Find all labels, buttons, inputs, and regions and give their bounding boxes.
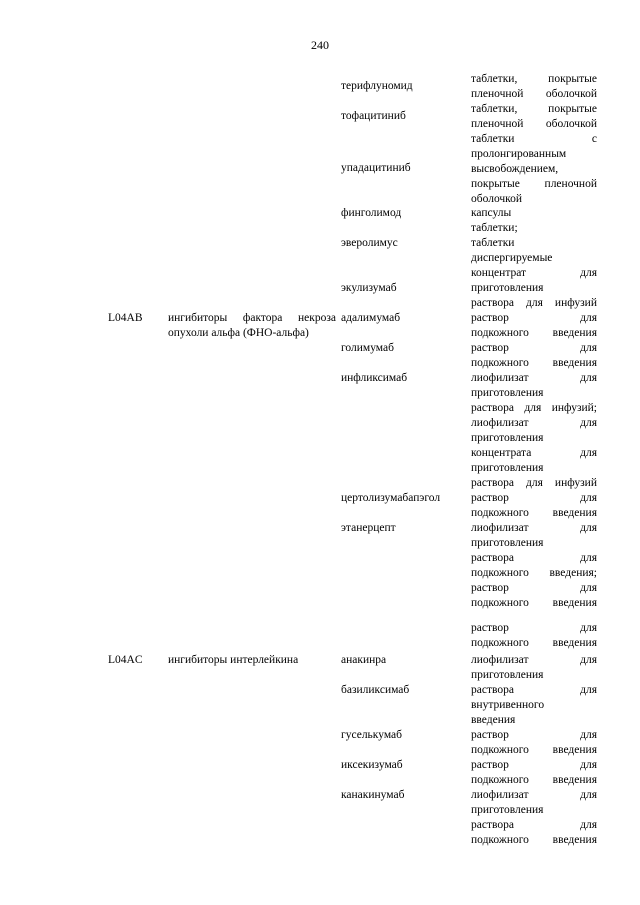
dosage-form xyxy=(471,491,597,521)
dosage-form xyxy=(471,621,597,651)
pharmacological-group: ингибиторы фактора некроза опухоли альфа (ФНО-альфа) xyxy=(168,312,336,339)
dosage-form-line: таблетки, покрытые xyxy=(471,73,597,85)
dosage-form-line: подкожного введения xyxy=(471,357,597,369)
page-number: 240 xyxy=(311,38,329,52)
dosage-form-line: концентрата для xyxy=(471,447,597,459)
pharmacological-group: ингибиторы интерлейкина xyxy=(168,654,299,666)
dosage-form-line: лиофилизат для xyxy=(471,654,597,666)
dosage-form-line: лиофилизат для xyxy=(471,789,597,801)
dosage-form-line: раствор для xyxy=(471,312,597,324)
dosage-form-line: раствора для xyxy=(471,819,597,831)
drug-name: упадацитиниб xyxy=(341,162,411,174)
drug-name: адалимумаб xyxy=(341,312,401,324)
drug-name: терифлуномид xyxy=(341,80,413,92)
dosage-form-line: введения xyxy=(471,714,516,726)
dosage-form xyxy=(471,221,597,266)
dosage-form-line: концентрат для xyxy=(471,267,597,279)
dosage-form-line: раствор для xyxy=(471,582,597,594)
dosage-form-line: лиофилизат для xyxy=(471,372,597,384)
drug-name: эверолимус xyxy=(341,237,398,249)
dosage-form-line: таблетки с xyxy=(471,133,597,145)
dosage-form xyxy=(471,371,597,491)
dosage-form-line: подкожного введения xyxy=(471,834,597,846)
dosage-form-line: таблетки, покрытые xyxy=(471,103,597,115)
dosage-form-line: подкожного введения xyxy=(471,637,597,649)
dosage-form xyxy=(471,132,597,207)
dosage-form-line: подкожного введения xyxy=(471,774,597,786)
dosage-form xyxy=(471,728,597,758)
drug-name: цертолизумабапэгол xyxy=(341,492,441,504)
drug-name: голимумаб xyxy=(341,342,394,354)
dosage-form-line: приготовления xyxy=(471,462,544,474)
dosage-form-line: внутривенного xyxy=(471,699,545,711)
dosage-form xyxy=(471,102,597,132)
dosage-form-line: подкожного введения; xyxy=(471,567,597,579)
dosage-form xyxy=(471,311,597,341)
dosage-form-line: оболочкой xyxy=(471,193,523,205)
dosage-form xyxy=(471,788,597,848)
drug-name: канакинумаб xyxy=(341,789,405,801)
dosage-form-line: подкожного введения xyxy=(471,507,597,519)
dosage-form-line: раствора для инфузий xyxy=(471,477,597,489)
dosage-form-line: раствора для xyxy=(471,552,597,564)
dosage-form-line: раствор для xyxy=(471,492,597,504)
drug-name: инфликсимаб xyxy=(341,372,408,384)
drug-name: тофацитиниб xyxy=(341,110,406,122)
drug-name: этанерцепт xyxy=(341,522,396,534)
dosage-form-line: раствора для инфузий xyxy=(471,297,597,309)
drug-name: иксекизумаб xyxy=(341,759,403,771)
dosage-form-line: приготовления xyxy=(471,387,544,399)
dosage-form xyxy=(471,341,597,371)
dosage-form-line: приготовления xyxy=(471,282,544,294)
drug-name: гуселькумаб xyxy=(341,729,402,741)
atc-code: L04AB xyxy=(108,312,143,324)
dosage-form-line: раствора для xyxy=(471,684,597,696)
dosage-form-line: диспергируемые xyxy=(471,252,553,264)
dosage-form-line: приготовления xyxy=(471,669,544,681)
dosage-form-line: таблетки xyxy=(471,237,515,249)
dosage-form xyxy=(471,206,597,221)
atc-code: L04AC xyxy=(108,654,143,666)
dosage-form-line: приготовления xyxy=(471,804,544,816)
dosage-form-line: раствора для инфузий; xyxy=(471,402,597,414)
drug-name: базиликсимаб xyxy=(341,684,410,696)
dosage-form-line: подкожного введения xyxy=(471,327,597,339)
dosage-form-line: раствор для xyxy=(471,759,597,771)
dosage-form-line: пленочной оболочкой xyxy=(471,88,597,100)
dosage-form-line: пролонгированным xyxy=(471,148,567,160)
dosage-form xyxy=(471,653,597,728)
dosage-form-line: таблетки; xyxy=(471,222,518,234)
dosage-form xyxy=(471,72,597,102)
dosage-form xyxy=(471,266,597,311)
dosage-form-line: покрытые пленочной xyxy=(471,178,597,190)
dosage-form-line: приготовления xyxy=(471,432,544,444)
dosage-form-line: высвобождением, xyxy=(471,163,559,175)
drug-name: финголимод xyxy=(341,207,402,219)
dosage-form-line: лиофилизат для xyxy=(471,417,597,429)
dosage-form-line: раствор для xyxy=(471,622,597,634)
drug-name: анакинра xyxy=(341,654,387,666)
dosage-form xyxy=(471,521,597,611)
drug-name: экулизумаб xyxy=(341,282,397,294)
dosage-form-line: лиофилизат для xyxy=(471,522,597,534)
dosage-form-line: приготовления xyxy=(471,537,544,549)
dosage-form-line: подкожного введения xyxy=(471,597,597,609)
dosage-form xyxy=(471,758,597,788)
dosage-form-line: раствор для xyxy=(471,729,597,741)
dosage-form-line: пленочной оболочкой xyxy=(471,118,597,130)
dosage-form-line: подкожного введения xyxy=(471,744,597,756)
dosage-form-line: капсулы xyxy=(471,207,512,219)
dosage-form-line: раствор для xyxy=(471,342,597,354)
